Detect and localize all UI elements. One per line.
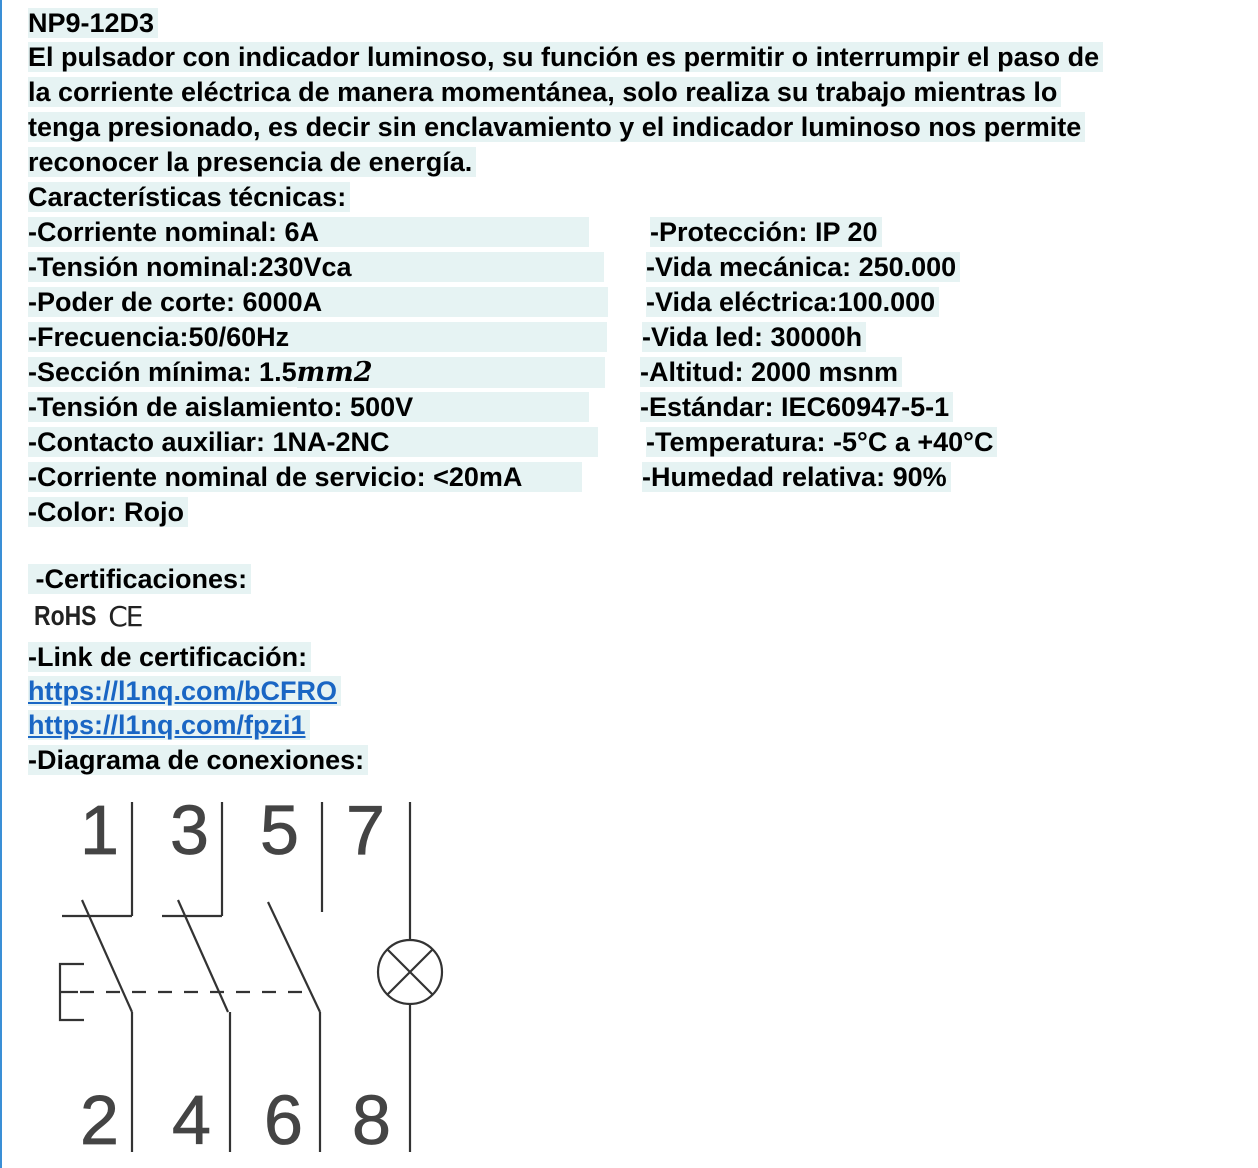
spec-left-9: -Color: Rojo [28,495,188,529]
terminal-7: 7 [346,791,385,869]
specs-heading: Características técnicas: [28,180,350,214]
terminal-1: 1 [80,791,119,869]
terminal-4: 4 [172,1081,211,1159]
spec-right-1: -Protección: IP 20 [650,215,882,249]
description-line-1: El pulsador con indicador luminoso, su función es permitir o interrumpir el paso de [28,40,1103,74]
diagram-heading: -Diagrama de conexiones: [28,743,368,777]
ce-logo: CE [108,599,142,633]
description-line-2: la corriente eléctrica de manera momentánea, solo realiza su trabajo mientras lo [28,75,1061,109]
connection-diagram [40,782,470,1162]
cert-link-2-anchor[interactable]: https://l1nq.com/fpzi1 [28,710,310,740]
spec-left-4: -Frecuencia:50/60Hz [28,320,607,354]
links-heading: -Link de certificación: [28,640,311,674]
spec-left-6: -Tensión de aislamiento: 500V [28,390,589,424]
spec-left-7: -Contacto auxiliar: 1NA-2NC [28,425,598,459]
description-line-4: reconocer la presencia de energía. [28,145,476,179]
spec-right-5: -Altitud: 2000 msnm [640,355,902,389]
cert-link-2[interactable] [28,708,310,742]
certifications-heading: -Certificaciones: [28,562,251,596]
product-model [28,6,158,40]
spec-right-3: -Vida eléctrica:100.000 [646,285,939,319]
terminal-6: 6 [264,1081,303,1159]
spec-right-2: -Vida mecánica: 250.000 [646,250,960,284]
spec-right-7: -Temperatura: -5°C a +40°C [646,425,997,459]
description-line-3: tenga presionado, es decir sin enclavamiento y el indicador luminoso nos permite [28,110,1085,144]
rohs-logo: RoHS [34,600,97,631]
spec-right-4: -Vida led: 30000h [642,320,866,354]
terminal-2: 2 [80,1081,119,1159]
cert-link-1[interactable] [28,674,341,708]
terminal-8: 8 [352,1081,391,1159]
terminal-5: 5 [260,791,299,869]
spec-right-6: -Estándar: IEC60947-5-1 [640,390,953,424]
spec-left-5: -Sección mínima: 1.5mm2 [28,355,605,390]
cert-link-1-anchor[interactable]: https://l1nq.com/bCFRO [28,676,341,706]
spec-left-3: -Poder de corte: 6000A [28,285,608,319]
section-unit: mm2 [297,357,605,388]
spec-left-8: -Corriente nominal de servicio: <20mA [28,460,582,494]
terminal-3: 3 [170,791,209,869]
spec-right-8: -Humedad relativa: 90% [642,460,951,494]
product-model-text: NP9-12D3 [28,8,158,38]
certification-logos [34,598,141,634]
spec-left-1: -Corriente nominal: 6A [28,215,589,249]
spec-left-2: -Tensión nominal:230Vca [28,250,604,284]
contact-5-blade [268,902,320,1012]
left-border [0,0,2,1168]
